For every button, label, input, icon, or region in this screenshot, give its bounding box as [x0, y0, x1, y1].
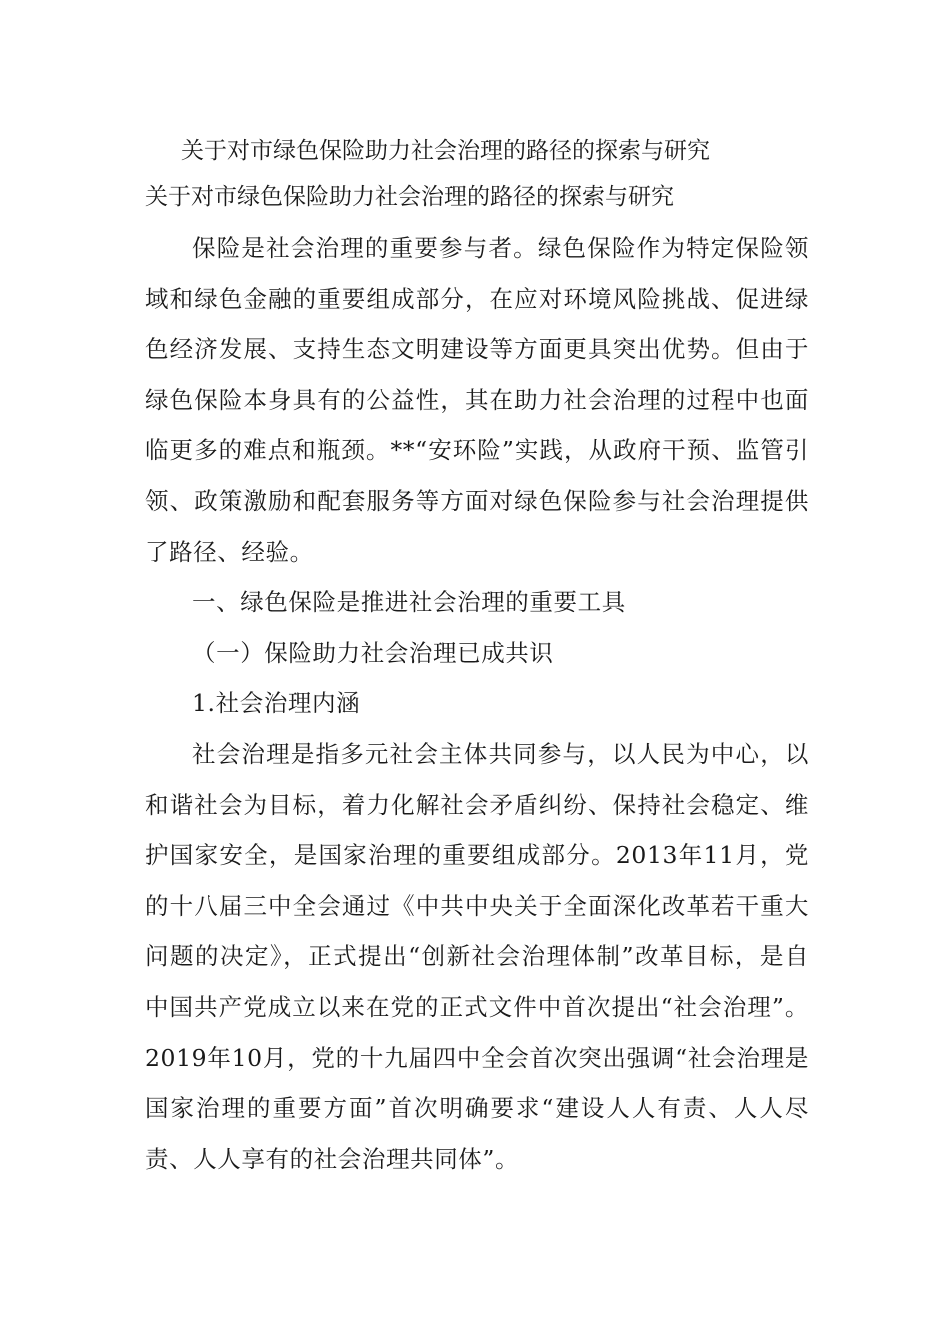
document-title-line-1: 关于对市绿色保险助力社会治理的路径的探索与研究 [181, 138, 710, 164]
document-body [145, 128, 809, 1184]
point-1-heading: 1.社会治理内涵 [192, 689, 361, 718]
section-1-heading: 一、绿色保险是推进社会治理的重要工具 [192, 588, 626, 617]
subsection-1-heading: （一）保险助力社会治理已成共识 [192, 638, 554, 667]
point-1-paragraph: 社会治理是指多元社会主体共同参与，以人民为中心，以和谐社会为目标，着力化解社会矛盾纠纷、保持社会稳定、维护国家安全，是国家治理的重要组成部分。2013年11月，党的十八届三中全会通过《中共中央关于全面深化改革若干重大问题的决定》，正式提出“创新社会治理体制”改革目标，是自中国共产党成立以来在党的正式文件中首次提出“社会治理”。2019年10月，党的十九届四中全会首次突出强调“社会治理是国家治理的重要方面”首次明确要求“建设人人有责、人人尽责、人人享有的社会治理共同体”。 [145, 739, 809, 1173]
document-title-line-2: 关于对市绿色保险助力社会治理的路径的探索与研究 [145, 184, 674, 210]
intro-paragraph: 保险是社会治理的重要参与者。绿色保险作为特定保险领域和绿色金融的重要组成部分，在应对环境风险挑战、促进绿色经济发展、支持生态文明建设等方面更具突出优势。但由于绿色保险本身具有的公益性，其在助力社会治理的过程中也面临更多的难点和瓶颈。**“安环险”实践，从政府干预、监管引领、政策激励和配套服务等方面对绿色保险参与社会治理提供了路径、经验。 [145, 234, 809, 566]
